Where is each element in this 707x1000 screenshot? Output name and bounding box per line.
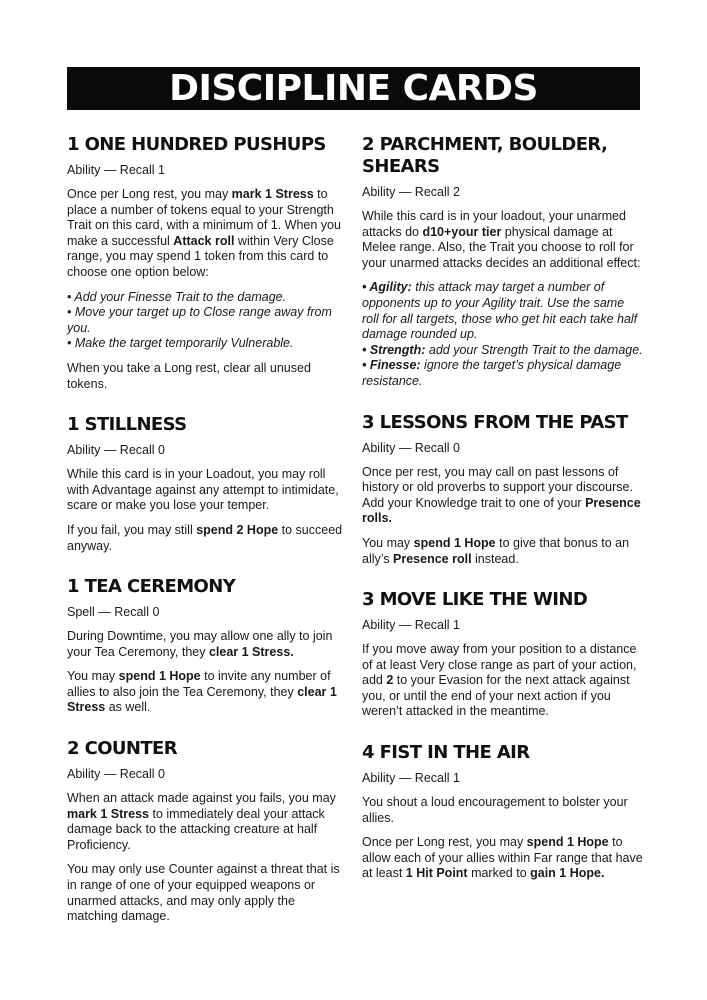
card-meta: Ability — Recall 0 bbox=[362, 440, 460, 455]
card-text: While this card is in your Loadout, you may roll with Advantage against any attempt to intimidate, scare or make you lose your temper. bbox=[67, 467, 339, 513]
card-option: • Strength: add your Strength Trait to the damage. bbox=[362, 342, 643, 357]
card-title: 3 MOVE LIKE THE WIND bbox=[362, 589, 588, 611]
card-option: • Finesse: ignore the target’s physical damage resistance. bbox=[362, 358, 622, 388]
card-move-like-the-wind bbox=[362, 589, 644, 720]
card-title: 3 LESSONS FROM THE PAST bbox=[362, 411, 628, 433]
right-column bbox=[362, 134, 644, 904]
card-title: 1 ONE HUNDRED PUSHUPS bbox=[67, 134, 326, 155]
card-text: You may spend 1 Hope to give that bonus to an ally’s Presence roll instead. bbox=[362, 535, 630, 566]
card-meta: Ability — Recall 0 bbox=[67, 767, 165, 782]
card-text: While this card is in your loadout, your unarmed attacks do d10+your tier physical damage at Melee range. Also, the Trait you choose to roll for your unarmed attacks decides an additional effect: bbox=[362, 209, 641, 270]
card-text: When you take a Long rest, clear all unused tokens. bbox=[67, 360, 311, 391]
card-option-list bbox=[67, 290, 349, 352]
card-text: Once per Long rest, you may mark 1 Stress to place a number of tokens equal to your Strength Trait on this card, with a minimum of 1. When you make a successful Attack roll within Very Close range, you may spend 1 token from this card to choose one option below: bbox=[67, 187, 341, 279]
card-stillness bbox=[67, 414, 349, 554]
card-title: 1 TEA CEREMONY bbox=[67, 576, 236, 598]
card-option-list bbox=[362, 280, 644, 389]
card-fist-in-the-air bbox=[362, 742, 644, 882]
card-text: You may spend 1 Hope to invite any number of allies to also join the Tea Ceremony, they clear 1 Stress as well. bbox=[67, 669, 337, 715]
card-meta: Spell — Recall 0 bbox=[67, 605, 160, 620]
card-one-hundred-pushups bbox=[67, 134, 349, 392]
card-option: • Agility: this attack may target a number of opponents up to your Agility trait. Use the same roll for all targets, those who get hit each take half damage rounded up. bbox=[362, 280, 638, 342]
page-banner bbox=[67, 67, 640, 110]
card-parchment-boulder-shears bbox=[362, 134, 644, 390]
card-counter bbox=[67, 738, 349, 925]
card-text: You shout a loud encouragement to bolster your allies. bbox=[362, 795, 628, 825]
card-meta: Ability — Recall 1 bbox=[67, 163, 165, 177]
card-option: • Make the target temporarily Vulnerable. bbox=[67, 336, 294, 351]
card-tea-ceremony bbox=[67, 576, 349, 716]
card-text: Once per rest, you may call on past lessons of history or old proverbs to support your discourse. Add your Knowledge trait to one of your Presence rolls. bbox=[362, 464, 641, 526]
card-option: • Add your Finesse Trait to the damage. bbox=[67, 289, 287, 304]
card-text: During Downtime, you may allow one ally to join your Tea Ceremony, they clear 1 Stress. bbox=[67, 629, 333, 659]
card-meta: Ability — Recall 2 bbox=[362, 185, 460, 199]
card-text: When an attack made against you fails, you may mark 1 Stress to immediately deal your attack damage back to the attacking creature at half Proficiency. bbox=[67, 791, 336, 852]
card-text: If you fail, you may still spend 2 Hope to succeed anyway. bbox=[67, 522, 343, 553]
card-title: 4 FIST IN THE AIR bbox=[362, 742, 530, 764]
card-title: 1 STILLNESS bbox=[67, 414, 187, 436]
card-title: 2 PARCHMENT, BOULDER, SHEARS bbox=[362, 134, 608, 177]
card-text: Once per Long rest, you may spend 1 Hope to allow each of your allies within Far range that have at least 1 Hit Point marked to gain 1 Hope. bbox=[362, 835, 643, 881]
card-option: • Move your target up to Close range away from you. bbox=[67, 305, 332, 335]
card-text: You may only use Counter against a threat that is in range of one of your equipped weapons or unarmed attacks, and may only apply the matching damage. bbox=[67, 862, 340, 924]
card-meta: Ability — Recall 0 bbox=[67, 443, 165, 458]
left-column bbox=[67, 134, 349, 947]
card-title: 2 COUNTER bbox=[67, 738, 178, 760]
page-title: DISCIPLINE CARDS bbox=[169, 67, 538, 109]
card-meta: Ability — Recall 1 bbox=[362, 618, 460, 633]
card-text: If you move away from your position to a distance of at least Very close range as part of your action, add 2 to your Evasion for the next attack against you, or until the end of your next action if you weren’t attacked in the meantime. bbox=[362, 642, 637, 719]
card-lessons-from-the-past bbox=[362, 412, 644, 568]
card-meta: Ability — Recall 1 bbox=[362, 771, 460, 786]
